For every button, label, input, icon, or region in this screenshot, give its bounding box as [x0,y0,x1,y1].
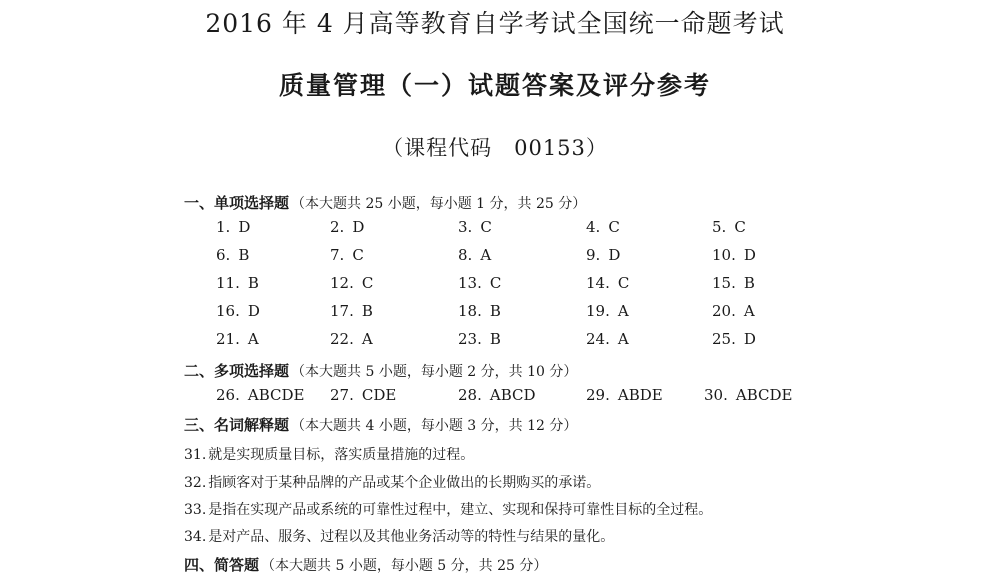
answer-letter: C [489,274,502,292]
answer-cell [216,246,249,264]
answer-cell [704,386,792,404]
question-number: 20. [712,302,736,320]
answer-cell [586,218,620,236]
section-title: 三、名词解释题 [184,416,290,434]
answer-cell [458,302,501,320]
course-code-number: 00153） [514,136,608,160]
section-note: （本大题共 25 小题，每小题 1 分，共 25 分） [291,196,587,212]
answer-cell [330,330,373,348]
question-number: 15. [712,274,736,292]
answer-letter: D [608,246,621,264]
answer-letter: D [352,218,365,236]
question-number: 12. [330,274,354,292]
answer-text: 就是实现质量目标，落实质量措施的过程。 [208,447,475,463]
question-number: 9. [586,246,601,264]
answer-letter: D [238,218,251,236]
question-number: 3. [458,218,473,236]
section-heading-single-choice [184,192,586,213]
answer-cell [330,274,373,292]
question-number: 25. [712,330,736,348]
question-number: 28. [458,386,482,404]
answer-row [0,218,990,240]
answer-cell [216,302,260,320]
answer-number: 34. [184,529,207,545]
answer-letters: ABCD [489,386,536,404]
answer-cell [330,386,396,404]
answer-text: 是指在实现产品或系统的可靠性过程中，建立、实现和保持可靠性目标的全过程。 [208,502,713,518]
answer-row [0,274,990,296]
answer-cell [458,218,492,236]
answer-letter: B [247,274,259,292]
term-answer-33 [184,499,712,519]
question-number: 7. [330,246,345,264]
question-number: 14. [586,274,610,292]
answer-row [0,330,990,352]
answer-cell [458,246,491,264]
answer-letter: B [743,274,755,292]
answer-number: 33. [184,502,207,518]
answer-letter: A [617,302,629,320]
answer-letter: C [734,218,746,236]
question-number: 17. [330,302,354,320]
answer-letters: ABCDE [735,386,793,404]
section-title: 四、简答题 [184,556,260,574]
answer-cell [712,302,755,320]
answer-letter: A [480,246,492,264]
answer-letter: D [743,246,756,264]
answer-letters: ABDE [617,386,663,404]
answer-letter: B [489,330,501,348]
answer-number: 31. [184,447,207,463]
answer-letter: A [743,302,755,320]
question-number: 16. [216,302,240,320]
question-number: 18. [458,302,482,320]
section-title: 二、多项选择题 [184,362,290,380]
section-heading-short-answer [184,554,547,575]
question-number: 21. [216,330,240,348]
answer-cell [458,330,501,348]
answer-cell [586,246,620,264]
document-title: 质量管理（一）试题答案及评分参考 [278,71,711,100]
course-code-label: （课程代码 [382,136,493,160]
term-answer-34 [184,526,614,546]
answer-cell [216,386,304,404]
answer-letter: C [361,274,374,292]
question-number: 4. [586,218,601,236]
question-number: 23. [458,330,482,348]
answer-cell [330,302,373,320]
answer-cell [216,274,259,292]
answer-letter: A [361,330,373,348]
question-number: 8. [458,246,473,264]
answer-letter: B [489,302,501,320]
answer-cell [586,330,629,348]
section-heading-term-explanation [184,414,577,435]
answer-letter: D [247,302,260,320]
question-number: 2. [330,218,345,236]
term-answer-31 [184,444,474,464]
question-number: 26. [216,386,240,404]
answer-letter: A [617,330,629,348]
question-number: 29. [586,386,610,404]
course-code [0,132,990,162]
answer-number: 32. [184,475,207,491]
question-number: 1. [216,218,231,236]
answer-text: 指顾客对于某种品牌的产品或某个企业做出的长期购买的承诺。 [208,475,601,491]
answer-cell [216,218,250,236]
answer-letter: B [238,246,250,264]
question-number: 5. [712,218,727,236]
question-number: 24. [586,330,610,348]
question-number: 10. [712,246,736,264]
answer-cell [712,218,746,236]
answer-letters: ABCDE [247,386,305,404]
section-heading-multiple-choice [184,360,577,381]
answer-cell [712,246,756,264]
section-note: （本大题共 4 小题，每小题 3 分，共 12 分） [291,418,578,434]
answer-letter: C [617,274,630,292]
answer-cell [216,330,259,348]
answer-row [0,302,990,324]
answer-cell [586,302,629,320]
answer-cell [458,274,501,292]
question-number: 6. [216,246,231,264]
answer-text: 是对产品、服务、过程以及其他业务活动等的特性与结果的量化。 [208,529,615,545]
question-number: 19. [586,302,610,320]
answer-letter: D [743,330,756,348]
answer-cell [586,386,663,404]
answer-cell [712,274,755,292]
term-answer-32 [184,472,600,492]
answer-cell [586,274,629,292]
answer-row [0,246,990,268]
section-title: 一、单项选择题 [184,194,290,212]
question-number: 11. [216,274,240,292]
answer-letters: CDE [361,386,397,404]
answer-letter: B [361,302,373,320]
answer-cell [330,218,364,236]
answer-cell [458,386,536,404]
section-note: （本大题共 5 小题，每小题 5 分，共 25 分） [261,558,548,574]
answer-row [0,386,990,408]
exam-title: 2016 年 4 月高等教育自学考试全国统一命题考试 [205,9,785,38]
question-number: 27. [330,386,354,404]
answer-letter: C [608,218,620,236]
question-number: 13. [458,274,482,292]
question-number: 22. [330,330,354,348]
answer-letter: A [247,330,259,348]
answer-cell [712,330,756,348]
answer-letter: C [352,246,364,264]
answer-cell [330,246,364,264]
answer-letter: C [480,218,492,236]
question-number: 30. [704,386,728,404]
section-note: （本大题共 5 小题，每小题 2 分，共 10 分） [291,364,578,380]
